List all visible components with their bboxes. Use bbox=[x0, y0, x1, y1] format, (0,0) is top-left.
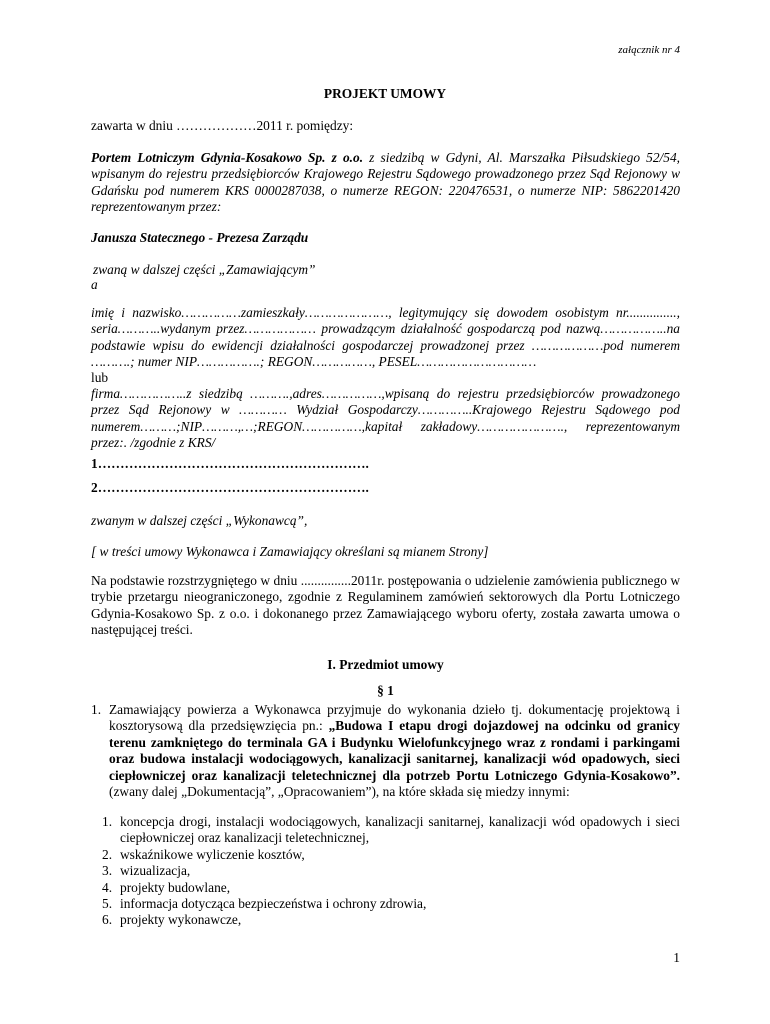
paragraph-mark: § 1 bbox=[377, 683, 394, 698]
section-title: I. Przedmiot umowy bbox=[327, 657, 444, 672]
list-item: 2. wskaźnikowe wyliczenie kosztów, bbox=[102, 846, 305, 862]
clause-1-project-name: „Budowa I etapu drogi dojazdowej na odcinku od granicy terenu zamkniętego do terminala GA i Budynku Wielofunkcyjnego wraz z rondami i parkingami oraz budowa instalacji wodociągowych, kanalizacji sanitarnej, kanalizacji wód opadowych, sieci ciepłowniczej oraz kanalizacji teletechnicznej dla potrzeb Portu Lotniczego Gdynia-Kosakowo”. bbox=[109, 718, 680, 783]
concluded-line: zawarta w dniu ………………2011 r. pomiędzy: bbox=[91, 118, 354, 133]
representative-line-1: 1……………………………………………………. bbox=[91, 456, 369, 471]
party1-paragraph bbox=[91, 150, 680, 216]
parties-note: [ w treści umowy Wykonawca i Zamawiający określani są mianem Strony] bbox=[91, 544, 489, 559]
or-connector: lub bbox=[91, 370, 109, 385]
clause-1-number: 1. bbox=[91, 702, 102, 717]
list-item: 4. projekty budowlane, bbox=[102, 879, 231, 895]
party2-person: imię i nazwisko……………zamieszkały…………………, legitymujący się dowodem osobistym nr..............., seria………..wydanym przez……………… prowadzącym działalność gospodarczą pod nazwą……………..na podstawie wpisu do ewidencji działalności gospodarczej prowadzonej przez ………………pod numerem ……….; numer NIP…………….; REGON……………, PESEL………………………… bbox=[91, 305, 680, 370]
list-item: 3. wizualizacja, bbox=[102, 863, 191, 879]
party1-name: Portem Lotniczym Gdynia-Kosakowo Sp. z o.o. bbox=[91, 150, 364, 165]
annex-label: załącznik nr 4 bbox=[618, 44, 680, 56]
clause-1 bbox=[91, 702, 680, 800]
list-item: 6. projekty wykonawcze, bbox=[102, 912, 242, 928]
party1-details: z siedzibą w Gdyni, Al. Marszałka Piłsudskiego 52/54, wpisanym do rejestru przedsiębiorców Krajowego Rejestru Sądowego prowadzonego przez Sąd Rejonowy w Gdańsku pod numerem KRS 0000287038, o numerze REGON: 220476531, o numerze NIP: 5862201420 reprezentowanym przez: bbox=[91, 150, 680, 215]
party2-company: firma……………..z siedzibą ……….,adres……………,wpisaną do rejestru przedsiębiorców prowadzonego przez Sąd Rejonowy w ………… Wydział Gospodarczy…………..Krajowego Rejestru Sądowego pod numerem………;NIP………,…;REGON……………,kapitał zakładowy…………………., reprezentowanym przez:. /zgodnie z KRS/ bbox=[91, 386, 680, 451]
party1-representative: Janusza Statecznego - Prezesa Zarządu bbox=[91, 230, 309, 245]
preamble: Na podstawie rozstrzygniętego w dniu ...............2011r. postępowania o udzielenie zamówienia publicznego w trybie przetargu nieograniczonego, zgodnie z Regulaminem zamówień sektorowych dla Portu Lotniczego Gdynia-Kosakowo Sp. z o.o. i dokonanego przez Zamawiającego wyboru oferty, została zawarta umowa o następującej treści. bbox=[91, 573, 680, 638]
list-item: 1. koncepcja drogi, instalacji wodociągowych, kanalizacji sanitarnej, kanalizacji wód opadowych i sieci ciepłowniczej oraz kanalizacji teletechnicznej, bbox=[102, 814, 680, 846]
clause-1-tail: (zwany dalej „Dokumentacją”, „Opracowaniem”), na które składa się miedzy innymi: bbox=[109, 784, 570, 800]
and-connector: a bbox=[91, 277, 98, 292]
deliverables-list bbox=[102, 814, 680, 929]
representative-line-2: 2……………………………………………………. bbox=[91, 480, 369, 495]
document-title: PROJEKT UMOWY bbox=[323, 86, 447, 101]
list-item: 5. informacja dotycząca bezpieczeństwa i ochrony zdrowia, bbox=[102, 896, 427, 912]
clause-1-intro: Zamawiający powierza a Wykonawca przyjmuje do wykonania dzieło tj. dokumentację projektową i kosztorysową dla przedsięwzięcia pn.: bbox=[109, 702, 680, 734]
party1-called: zwaną w dalszej części „Zamawiającym” bbox=[93, 262, 316, 277]
party2-called: zwanym w dalszej części „Wykonawcą”, bbox=[91, 513, 308, 528]
page-number: 1 bbox=[673, 950, 680, 965]
